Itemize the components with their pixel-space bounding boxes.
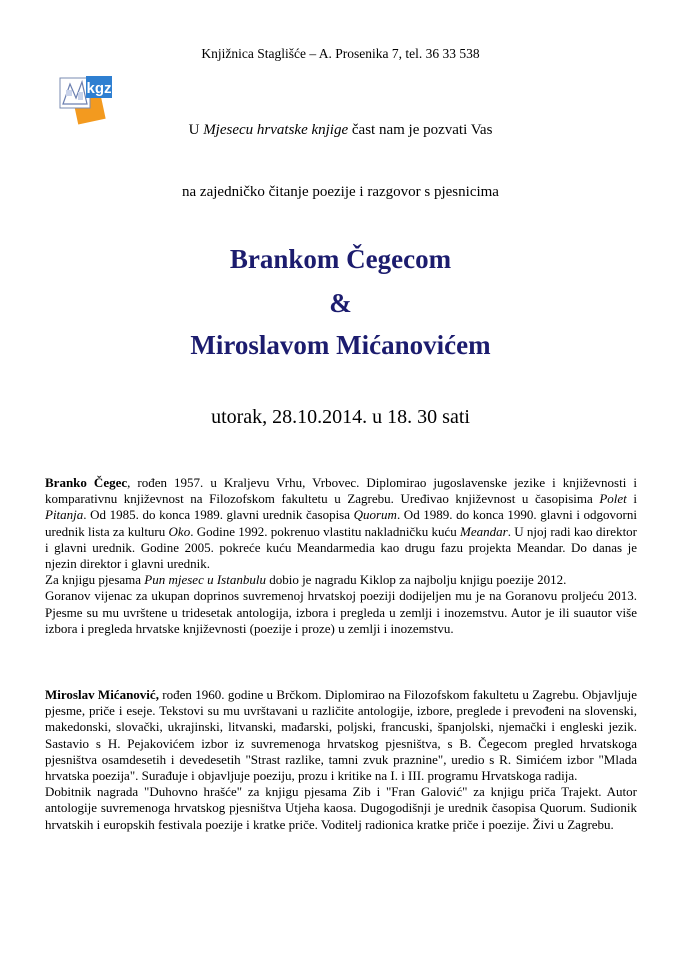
- bio1-text-f: . U njoj radi kao direktor i glavni urednik. Godine 2005. pokreće kuću Meandarmedia kao drugu fazu projekta Meandar. Do danas je njezin direktor i glavni urednik.: [45, 523, 638, 572]
- bio1-text-a: , rođen 1957. u Kraljevu Vrhu, Vrbovec. Diplomirao jugoslavenske jezike i književnosti i komparativnu književnost na Filozofskom fakultetu u Zagrebu. Uređivao književnost u časopisima: [45, 475, 637, 507]
- bio1-paragraph-2: [45, 572, 637, 588]
- bio2-name: Miroslav Mićanović,: [45, 687, 159, 702]
- guest-second: Miroslavom Mićanovićem: [190, 330, 491, 360]
- kgz-logo-text: kgz: [86, 80, 112, 97]
- bio2-paragraph-1: [45, 687, 637, 784]
- bio1-paragraph-3: Goranov vijenac za ukupan doprinos suvremenoj hrvatskoj poeziji dodijeljen mu je na Goranovu proljeću 2013. Pjesme su mu uvrštene u tridesetak antologija, izbora i pregleda u zemlji i inozemstvu. Autor je ili suautor više izbora i pregleda hrvatske književnosti (poezije i proze) u zemlji i inozemstvu.: [45, 588, 637, 636]
- invitation-month: Mjesecu hrvatske knjige: [203, 122, 349, 138]
- bio2-text-1: rođen 1960. godine u Brčkom. Diplomirao na Filozofskom fakultetu u Zagrebu. Objavljuje pjesme, priče i eseje. Tekstovi su mu uvrštavani u različite antologije, izbore, preglede i prevođeni na slovenski, makedonski, slovački, ukrajinski, litvanski, mađarski, poljski, francuski, španjolski, njemački i engleski jezik. Sastavio s H. Pejakovićem izbor iz suvremenoga hrvatskog pjesništva, s B. Čegecom pregled hrvatskoga pjesništva osamdesetih i devedesetih "Strast razlike, tamni zvuk praznine", uredio s R. Simićem izbor "Mlada hrvatska poezija". Surađuje i objavljuje poeziju, prozu i kritike na I. i III. programu Hrvatskoga radija.: [45, 687, 637, 784]
- kgz-logo: [58, 68, 114, 126]
- bio1-text-b: i: [626, 491, 637, 507]
- bio1-pitanja: Pitanja: [45, 507, 84, 523]
- invitation-line-2: na zajedničko čitanje poezije i razgovor s pjesnicima: [182, 184, 499, 200]
- invitation-post: čast nam je pozvati Vas: [348, 122, 493, 138]
- invitation-line-1: [0, 122, 681, 139]
- bio1-polet: Polet: [599, 491, 627, 507]
- bio1-award-text-b: dobio je nagradu Kiklop za najbolju knjigu poezije 2012.: [265, 572, 567, 588]
- bio1-award-text-a: Za knjigu pjesama: [45, 572, 145, 588]
- bio1-meandar: Meandar: [460, 523, 508, 539]
- bio1-text-c: . Od 1985. do konca 1989. glavni urednik časopisa: [83, 507, 354, 523]
- invitation-pre: U: [188, 122, 204, 138]
- event-datetime: utorak, 28.10.2014. u 18. 30 sati: [211, 406, 470, 428]
- bio1-name: Branko Čegec: [45, 475, 128, 490]
- bio-miroslav-micanovic: [45, 687, 637, 833]
- bio1-text-e: . Godine 1992. pokrenuo vlastitu nakladničku kuću: [190, 523, 461, 539]
- bio1-book-title: Pun mjesec u Istanbulu: [144, 572, 266, 588]
- kgz-logo-graphic: [58, 68, 114, 126]
- bio1-quorum: Quorum: [353, 507, 397, 523]
- guest-first: Brankom Čegecom: [229, 244, 452, 274]
- bio-branko-cegec: [45, 475, 637, 637]
- guest-ampersand: &: [329, 288, 352, 318]
- bio1-text-d: . Od 1989. do konca 1990. glavni i odgovorni urednik lista za kulturu: [45, 507, 637, 539]
- library-header: Knjižnica Staglišće – A. Prosenika 7, tel. 36 33 538: [201, 46, 480, 61]
- bio1-paragraph-1: [45, 475, 637, 572]
- bio1-oko: Oko: [168, 523, 191, 539]
- bio2-paragraph-2: Dobitnik nagrada "Duhovno hrašće" za knjigu pjesama Zib i "Fran Galović" za knjigu priča Trajekt. Autor antologije suvremenoga hrvatskog pjesništva Utjeha kaosa. Dugogodišnji je urednik časopisa Quorum. Sudionik hrvatskih i europskih festivala poezije i kratke priče. Voditelj radionica kratke priče i poezije. Živi u Zagrebu.: [45, 784, 637, 832]
